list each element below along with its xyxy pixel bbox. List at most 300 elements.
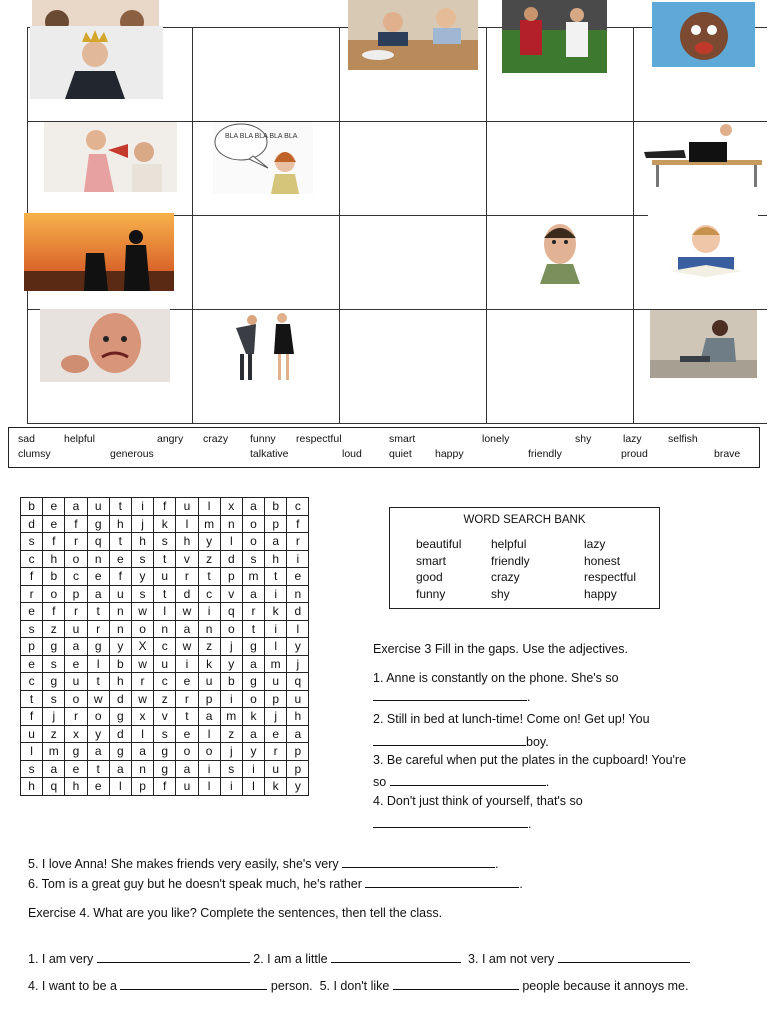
word-search-cell[interactable]: g	[109, 743, 131, 761]
word-search-cell[interactable]: w	[131, 655, 153, 673]
adjective: lazy	[623, 433, 642, 445]
word-search-cell[interactable]: l	[87, 655, 109, 673]
bank-word: lazy	[584, 537, 606, 551]
answer-blank[interactable]	[373, 733, 526, 746]
exercise3-q1	[373, 671, 619, 685]
word-search-cell[interactable]: u	[21, 725, 43, 743]
word-search-cell[interactable]: u	[65, 673, 87, 691]
word-search-cell[interactable]: w	[87, 690, 109, 708]
word-search-cell[interactable]: u	[65, 620, 87, 638]
photo-children	[32, 0, 159, 27]
word-search-cell[interactable]: h	[287, 708, 309, 726]
word-search-cell[interactable]: l	[287, 620, 309, 638]
word-search-cell[interactable]: t	[176, 708, 198, 726]
word-search-cell[interactable]: g	[154, 743, 176, 761]
word-search-cell[interactable]: l	[198, 725, 220, 743]
word-search-cell[interactable]: p	[21, 638, 43, 656]
exercise3-q4-answer[interactable]: .	[373, 815, 531, 831]
word-search-cell[interactable]: f	[21, 568, 43, 586]
adjective: selfish	[668, 433, 698, 445]
word-search-cell[interactable]: c	[154, 673, 176, 691]
word-search-cell[interactable]: a	[131, 743, 153, 761]
word-search-row	[21, 638, 309, 656]
question-text: 3. Be careful when put the plates in the cupboard! You're	[373, 753, 687, 767]
word-search-cell[interactable]: r	[65, 708, 87, 726]
word-search-cell[interactable]: e	[265, 725, 287, 743]
word-search-cell[interactable]: y	[242, 743, 264, 761]
bank-word: helpful	[491, 537, 527, 551]
word-search-cell[interactable]: l	[198, 778, 220, 796]
photo-loud-megaphone	[44, 122, 177, 192]
word-search-cell[interactable]: p	[265, 690, 287, 708]
photo-angry-man	[40, 309, 170, 382]
word-search-cell[interactable]: u	[154, 568, 176, 586]
word-search-cell[interactable]: h	[131, 533, 153, 551]
word-search-cell[interactable]: q	[287, 673, 309, 691]
word-search-cell[interactable]: z	[154, 690, 176, 708]
answer-blank[interactable]	[373, 688, 527, 701]
word-search-cell[interactable]: p	[131, 778, 153, 796]
word-search-cell[interactable]: z	[43, 620, 65, 638]
exercise3-q3	[373, 753, 686, 767]
adjective: quiet	[389, 448, 412, 460]
word-search-cell[interactable]: g	[43, 638, 65, 656]
word-search-cell[interactable]: s	[220, 760, 242, 778]
word-search-cell[interactable]: k	[265, 778, 287, 796]
word-search-cell[interactable]: x	[131, 708, 153, 726]
word-search-cell[interactable]: l	[109, 778, 131, 796]
grid-line	[192, 27, 193, 424]
word-search-cell[interactable]: m	[198, 515, 220, 533]
word-search-cell[interactable]: a	[242, 655, 264, 673]
photo-lonely-sunset	[24, 213, 174, 291]
word-search-cell[interactable]: h	[65, 778, 87, 796]
word-search-cell[interactable]: o	[220, 620, 242, 638]
word-search-cell[interactable]: e	[287, 568, 309, 586]
adjective: angry	[157, 433, 184, 445]
word-search-cell[interactable]: h	[265, 550, 287, 568]
word-search-cell[interactable]: t	[265, 568, 287, 586]
word-search-cell[interactable]: f	[21, 708, 43, 726]
word-search-cell[interactable]: o	[43, 585, 65, 603]
word-search-cell[interactable]: l	[220, 533, 242, 551]
word-search-cell[interactable]: b	[220, 673, 242, 691]
word-search-cell[interactable]: i	[265, 585, 287, 603]
word-search-cell[interactable]: u	[87, 498, 109, 516]
word-search-row	[21, 708, 309, 726]
word-search-cell[interactable]: r	[65, 603, 87, 621]
word-search-cell[interactable]: t	[109, 498, 131, 516]
word-search-cell[interactable]: o	[242, 533, 264, 551]
word-search-cell[interactable]: u	[265, 673, 287, 691]
word-search-cell[interactable]: e	[65, 655, 87, 673]
word-search-cell[interactable]: s	[154, 725, 176, 743]
word-search-cell[interactable]: p	[198, 690, 220, 708]
word-search-cell[interactable]: i	[220, 778, 242, 796]
word-search-cell[interactable]: k	[265, 603, 287, 621]
word-search-cell[interactable]: i	[198, 603, 220, 621]
word-search-cell[interactable]: g	[87, 638, 109, 656]
sentence-text: person.	[270, 979, 313, 993]
word-search-cell[interactable]: r	[265, 743, 287, 761]
word-search-cell[interactable]: m	[220, 708, 242, 726]
word-search-cell[interactable]: u	[176, 778, 198, 796]
word-search-cell[interactable]: g	[65, 743, 87, 761]
word-search-cell[interactable]: t	[87, 760, 109, 778]
adjective: smart	[389, 433, 416, 445]
word-search-cell[interactable]: l	[131, 725, 153, 743]
word-search-cell[interactable]: h	[43, 550, 65, 568]
word-search-cell[interactable]: i	[242, 760, 264, 778]
word-search-cell[interactable]: d	[109, 690, 131, 708]
word-search-cell[interactable]: i	[265, 620, 287, 638]
word-search-cell[interactable]: l	[242, 778, 264, 796]
word-search-cell[interactable]: o	[65, 690, 87, 708]
word-search-cell[interactable]: t	[154, 550, 176, 568]
adjective: clumsy	[18, 448, 51, 460]
answer-blank[interactable]	[342, 855, 495, 868]
word-search-cell[interactable]: m	[43, 743, 65, 761]
answer-blank[interactable]	[393, 977, 519, 990]
word-search-cell[interactable]: x	[65, 725, 87, 743]
word-search-cell[interactable]: a	[109, 760, 131, 778]
word-search-cell[interactable]: x	[220, 498, 242, 516]
word-search-cell[interactable]: j	[43, 708, 65, 726]
word-search-cell[interactable]: t	[198, 568, 220, 586]
word-search-cell[interactable]: d	[220, 550, 242, 568]
word-search-cell[interactable]: w	[176, 638, 198, 656]
word-search-cell[interactable]: h	[21, 778, 43, 796]
word-search-row	[21, 585, 309, 603]
word-search-cell[interactable]: u	[265, 760, 287, 778]
word-search-cell[interactable]: s	[242, 550, 264, 568]
word-search-cell[interactable]: q	[220, 603, 242, 621]
speech-bubble-text: BLA BLA BLA BLA BLA	[225, 133, 298, 140]
word-search-cell[interactable]: i	[131, 498, 153, 516]
word-search-cell[interactable]: a	[176, 620, 198, 638]
word-search-cell[interactable]: w	[131, 690, 153, 708]
word-search-cell[interactable]: y	[198, 533, 220, 551]
word-search-cell[interactable]: o	[242, 515, 264, 533]
word-search-row	[21, 690, 309, 708]
word-search-cell[interactable]: o	[176, 743, 198, 761]
word-search-cell[interactable]: k	[198, 655, 220, 673]
bank-word: friendly	[491, 553, 530, 568]
word-search-cell[interactable]: u	[287, 690, 309, 708]
grid-line	[633, 27, 634, 424]
word-search-cell[interactable]: r	[131, 673, 153, 691]
word-search-cell[interactable]: l	[154, 603, 176, 621]
answer-blank[interactable]	[120, 977, 267, 990]
adjective: happy	[435, 448, 464, 460]
word-search-cell[interactable]: e	[87, 568, 109, 586]
word-search-cell[interactable]: p	[287, 743, 309, 761]
word-search-cell[interactable]: i	[220, 690, 242, 708]
word-search-cell[interactable]: a	[198, 708, 220, 726]
word-search-cell[interactable]: e	[43, 515, 65, 533]
word-search-cell[interactable]: z	[43, 725, 65, 743]
word-search-cell[interactable]: s	[21, 620, 43, 638]
word-search-cell[interactable]: p	[287, 760, 309, 778]
word-search-cell[interactable]: h	[109, 673, 131, 691]
word-search-cell[interactable]: y	[287, 638, 309, 656]
word-search-cell[interactable]: a	[176, 760, 198, 778]
word-search-cell[interactable]: l	[21, 743, 43, 761]
word-search-cell[interactable]: j	[287, 655, 309, 673]
word-search-cell[interactable]: e	[87, 778, 109, 796]
word-search-cell[interactable]: k	[242, 708, 264, 726]
sentence-text: 5. I don't like	[319, 979, 390, 993]
exercise3-q4	[373, 794, 583, 808]
word-search-cell[interactable]: u	[109, 585, 131, 603]
word-search-cell[interactable]: g	[87, 515, 109, 533]
word-search-cell[interactable]: t	[21, 690, 43, 708]
word-search-cell[interactable]: s	[131, 585, 153, 603]
word-search-cell[interactable]: y	[87, 725, 109, 743]
word-search-bank	[389, 507, 660, 609]
bank-word: funny	[416, 586, 446, 601]
word-search-cell[interactable]: c	[154, 638, 176, 656]
word-search-cell[interactable]: s	[21, 760, 43, 778]
word-search-cell[interactable]: f	[287, 515, 309, 533]
word-search-cell[interactable]: s	[43, 690, 65, 708]
word-search-row	[21, 655, 309, 673]
word-search-cell[interactable]: c	[21, 550, 43, 568]
word-search-cell[interactable]: r	[176, 690, 198, 708]
word-search-cell[interactable]: f	[43, 603, 65, 621]
word-search-cell[interactable]: d	[287, 603, 309, 621]
adjective: talkative	[250, 448, 289, 460]
word-search-cell[interactable]: f	[65, 515, 87, 533]
photo-proud-king	[30, 26, 163, 99]
word-search-cell[interactable]: n	[109, 603, 131, 621]
word-search-cell[interactable]: i	[287, 550, 309, 568]
word-search-cell[interactable]: y	[287, 778, 309, 796]
word-search-cell[interactable]: a	[87, 743, 109, 761]
word-search-cell[interactable]: a	[65, 638, 87, 656]
word-search-cell[interactable]: t	[87, 673, 109, 691]
word-search-cell[interactable]: a	[242, 725, 264, 743]
word-search-cell[interactable]: l	[265, 638, 287, 656]
answer-blank[interactable]	[373, 815, 528, 828]
word-search-cell[interactable]: e	[109, 550, 131, 568]
word-search-cell[interactable]: e	[176, 725, 198, 743]
word-search-cell[interactable]: m	[242, 568, 264, 586]
photo-talkative-girl	[213, 122, 313, 194]
word-search-cell[interactable]: a	[242, 585, 264, 603]
photo-crazy-face	[652, 2, 755, 67]
word-search-cell[interactable]: v	[154, 708, 176, 726]
word-search-cell[interactable]: X	[131, 638, 153, 656]
adjective: helpful	[64, 433, 95, 445]
word-search-cell[interactable]: q	[87, 533, 109, 551]
word-search-row	[21, 533, 309, 551]
word-search-cell[interactable]: s	[131, 550, 153, 568]
word-search-cell[interactable]: r	[21, 585, 43, 603]
word-search-row	[21, 498, 309, 516]
word-search-cell[interactable]: z	[220, 725, 242, 743]
word-search-row	[21, 725, 309, 743]
word-search-cell[interactable]: n	[198, 620, 220, 638]
answer-blank[interactable]	[365, 875, 519, 888]
word-search-cell[interactable]: f	[43, 533, 65, 551]
adjective: loud	[342, 448, 362, 460]
answer-blank[interactable]	[390, 773, 546, 786]
word-search-cell[interactable]: n	[131, 760, 153, 778]
word-search-cell[interactable]: a	[287, 725, 309, 743]
word-search-cell[interactable]: j	[265, 708, 287, 726]
word-search-cell[interactable]: y	[131, 568, 153, 586]
word-search-cell[interactable]: o	[198, 743, 220, 761]
word-search-cell[interactable]: r	[87, 620, 109, 638]
word-search-cell[interactable]: a	[43, 760, 65, 778]
word-search-cell[interactable]: e	[176, 673, 198, 691]
grid-line	[27, 423, 767, 424]
word-search-row	[21, 760, 309, 778]
word-search-cell[interactable]: u	[198, 673, 220, 691]
word-search-cell[interactable]: j	[220, 743, 242, 761]
word-search-cell[interactable]: h	[176, 533, 198, 551]
word-search-cell[interactable]: o	[87, 708, 109, 726]
photo-lazy-desk	[644, 122, 764, 187]
word-search-cell[interactable]: q	[43, 778, 65, 796]
word-search-cell[interactable]: r	[242, 603, 264, 621]
sentence-text: 3. I am not very	[468, 952, 555, 966]
word-search-row	[21, 603, 309, 621]
answer-blank[interactable]	[558, 950, 690, 963]
word-search-cell[interactable]: g	[109, 708, 131, 726]
word-search-cell[interactable]: a	[265, 533, 287, 551]
bank-word: respectful	[584, 570, 637, 584]
word-search-cell[interactable]: o	[131, 620, 153, 638]
word-search-cell[interactable]: y	[109, 638, 131, 656]
word-search-cell[interactable]: c	[21, 673, 43, 691]
word-search-cell[interactable]: p	[65, 585, 87, 603]
word-search-cell[interactable]: s	[21, 533, 43, 551]
word-search-cell[interactable]: e	[21, 655, 43, 673]
word-search-cell[interactable]: g	[154, 760, 176, 778]
word-search-cell[interactable]: c	[65, 568, 87, 586]
word-search-cell[interactable]: r	[176, 568, 198, 586]
word-search-cell[interactable]: g	[43, 673, 65, 691]
word-search-cell[interactable]: d	[176, 585, 198, 603]
adjective: crazy	[203, 433, 229, 445]
word-search-cell[interactable]: a	[242, 498, 264, 516]
word-search-cell[interactable]: b	[21, 498, 43, 516]
word-search-cell[interactable]: o	[242, 690, 264, 708]
word-search-cell[interactable]: p	[265, 515, 287, 533]
word-search-cell[interactable]: t	[109, 533, 131, 551]
word-search-cell[interactable]: s	[154, 533, 176, 551]
adjective-bank	[8, 427, 760, 468]
word-search-cell[interactable]: e	[21, 603, 43, 621]
word-search-bank-title: WORD SEARCH BANK	[463, 514, 586, 526]
word-search-cell[interactable]: b	[43, 568, 65, 586]
sentence-text: 2. I am a little	[253, 952, 328, 966]
word-search-cell[interactable]: h	[109, 515, 131, 533]
word-search-cell[interactable]: e	[65, 760, 87, 778]
answer-blank[interactable]	[331, 950, 461, 963]
word-search-cell[interactable]: l	[198, 498, 220, 516]
exercise3-q1-answer[interactable]: .	[373, 688, 530, 704]
photo-sad-man	[650, 310, 757, 378]
word-search-cell[interactable]: a	[87, 585, 109, 603]
word-search-cell[interactable]: f	[154, 498, 176, 516]
word-search-cell[interactable]: u	[176, 498, 198, 516]
word-search-cell[interactable]: i	[198, 760, 220, 778]
word-search-row	[21, 778, 309, 796]
word-search-cell[interactable]: r	[65, 533, 87, 551]
word-search-row	[21, 515, 309, 533]
word-search-cell[interactable]: y	[220, 655, 242, 673]
word-search-cell[interactable]: t	[242, 620, 264, 638]
word-search-cell[interactable]: v	[220, 585, 242, 603]
word-search-cell[interactable]: e	[43, 498, 65, 516]
word-search-cell[interactable]: t	[154, 585, 176, 603]
word-search-cell[interactable]: f	[154, 778, 176, 796]
answer-blank[interactable]	[97, 950, 250, 963]
word-search-cell[interactable]: v	[176, 550, 198, 568]
word-search-cell[interactable]: r	[287, 533, 309, 551]
word-search-cell[interactable]: f	[109, 568, 131, 586]
word-search-cell[interactable]: m	[265, 655, 287, 673]
word-search-cell[interactable]: o	[65, 550, 87, 568]
sentence-text: people because it annoys me.	[522, 979, 689, 993]
word-search-cell[interactable]: z	[198, 550, 220, 568]
adjective: generous	[110, 448, 154, 460]
sentence-text: 1. I am very	[28, 952, 94, 966]
word-search-cell[interactable]: u	[154, 655, 176, 673]
question-text: 4. Don't just think of yourself, that's so	[373, 794, 583, 808]
word-search-cell[interactable]: n	[287, 585, 309, 603]
word-search-cell[interactable]: l	[176, 515, 198, 533]
word-search-cell[interactable]: j	[220, 638, 242, 656]
question-text: 5. I love Anna! She makes friends very easily, she's very	[28, 857, 339, 871]
word-search-cell[interactable]: j	[131, 515, 153, 533]
word-search-cell[interactable]: n	[109, 620, 131, 638]
word-search-cell[interactable]: p	[220, 568, 242, 586]
word-search-cell[interactable]: d	[109, 725, 131, 743]
word-bank-column	[584, 536, 636, 602]
word-search-cell[interactable]: a	[65, 498, 87, 516]
word-search-cell[interactable]: n	[220, 515, 242, 533]
word-search-cell[interactable]: n	[87, 550, 109, 568]
bank-word: honest	[584, 553, 621, 568]
exercise3-q3-answer[interactable]: so .	[373, 775, 550, 789]
question-text: so	[373, 775, 387, 789]
word-search-cell[interactable]: w	[176, 603, 198, 621]
word-search-cell[interactable]: i	[176, 655, 198, 673]
word-search-row	[21, 568, 309, 586]
word-search-cell[interactable]: z	[198, 638, 220, 656]
word-search-cell[interactable]: c	[287, 498, 309, 516]
bank-word: happy	[584, 586, 617, 601]
word-search-cell[interactable]: w	[131, 603, 153, 621]
word-search-cell[interactable]: s	[43, 655, 65, 673]
word-search-cell[interactable]: b	[109, 655, 131, 673]
word-search-cell[interactable]: g	[242, 673, 264, 691]
word-search-cell[interactable]: k	[154, 515, 176, 533]
word-search-cell[interactable]: t	[87, 603, 109, 621]
word-search-cell[interactable]: c	[198, 585, 220, 603]
word-search-cell[interactable]: b	[265, 498, 287, 516]
word-search-cell[interactable]: g	[242, 638, 264, 656]
adjective: respectful	[296, 433, 342, 445]
exercise3-q2-answer[interactable]	[373, 733, 549, 749]
bank-word: beautiful	[416, 537, 462, 551]
word-search-cell[interactable]: d	[21, 515, 43, 533]
word-search-cell[interactable]: n	[154, 620, 176, 638]
